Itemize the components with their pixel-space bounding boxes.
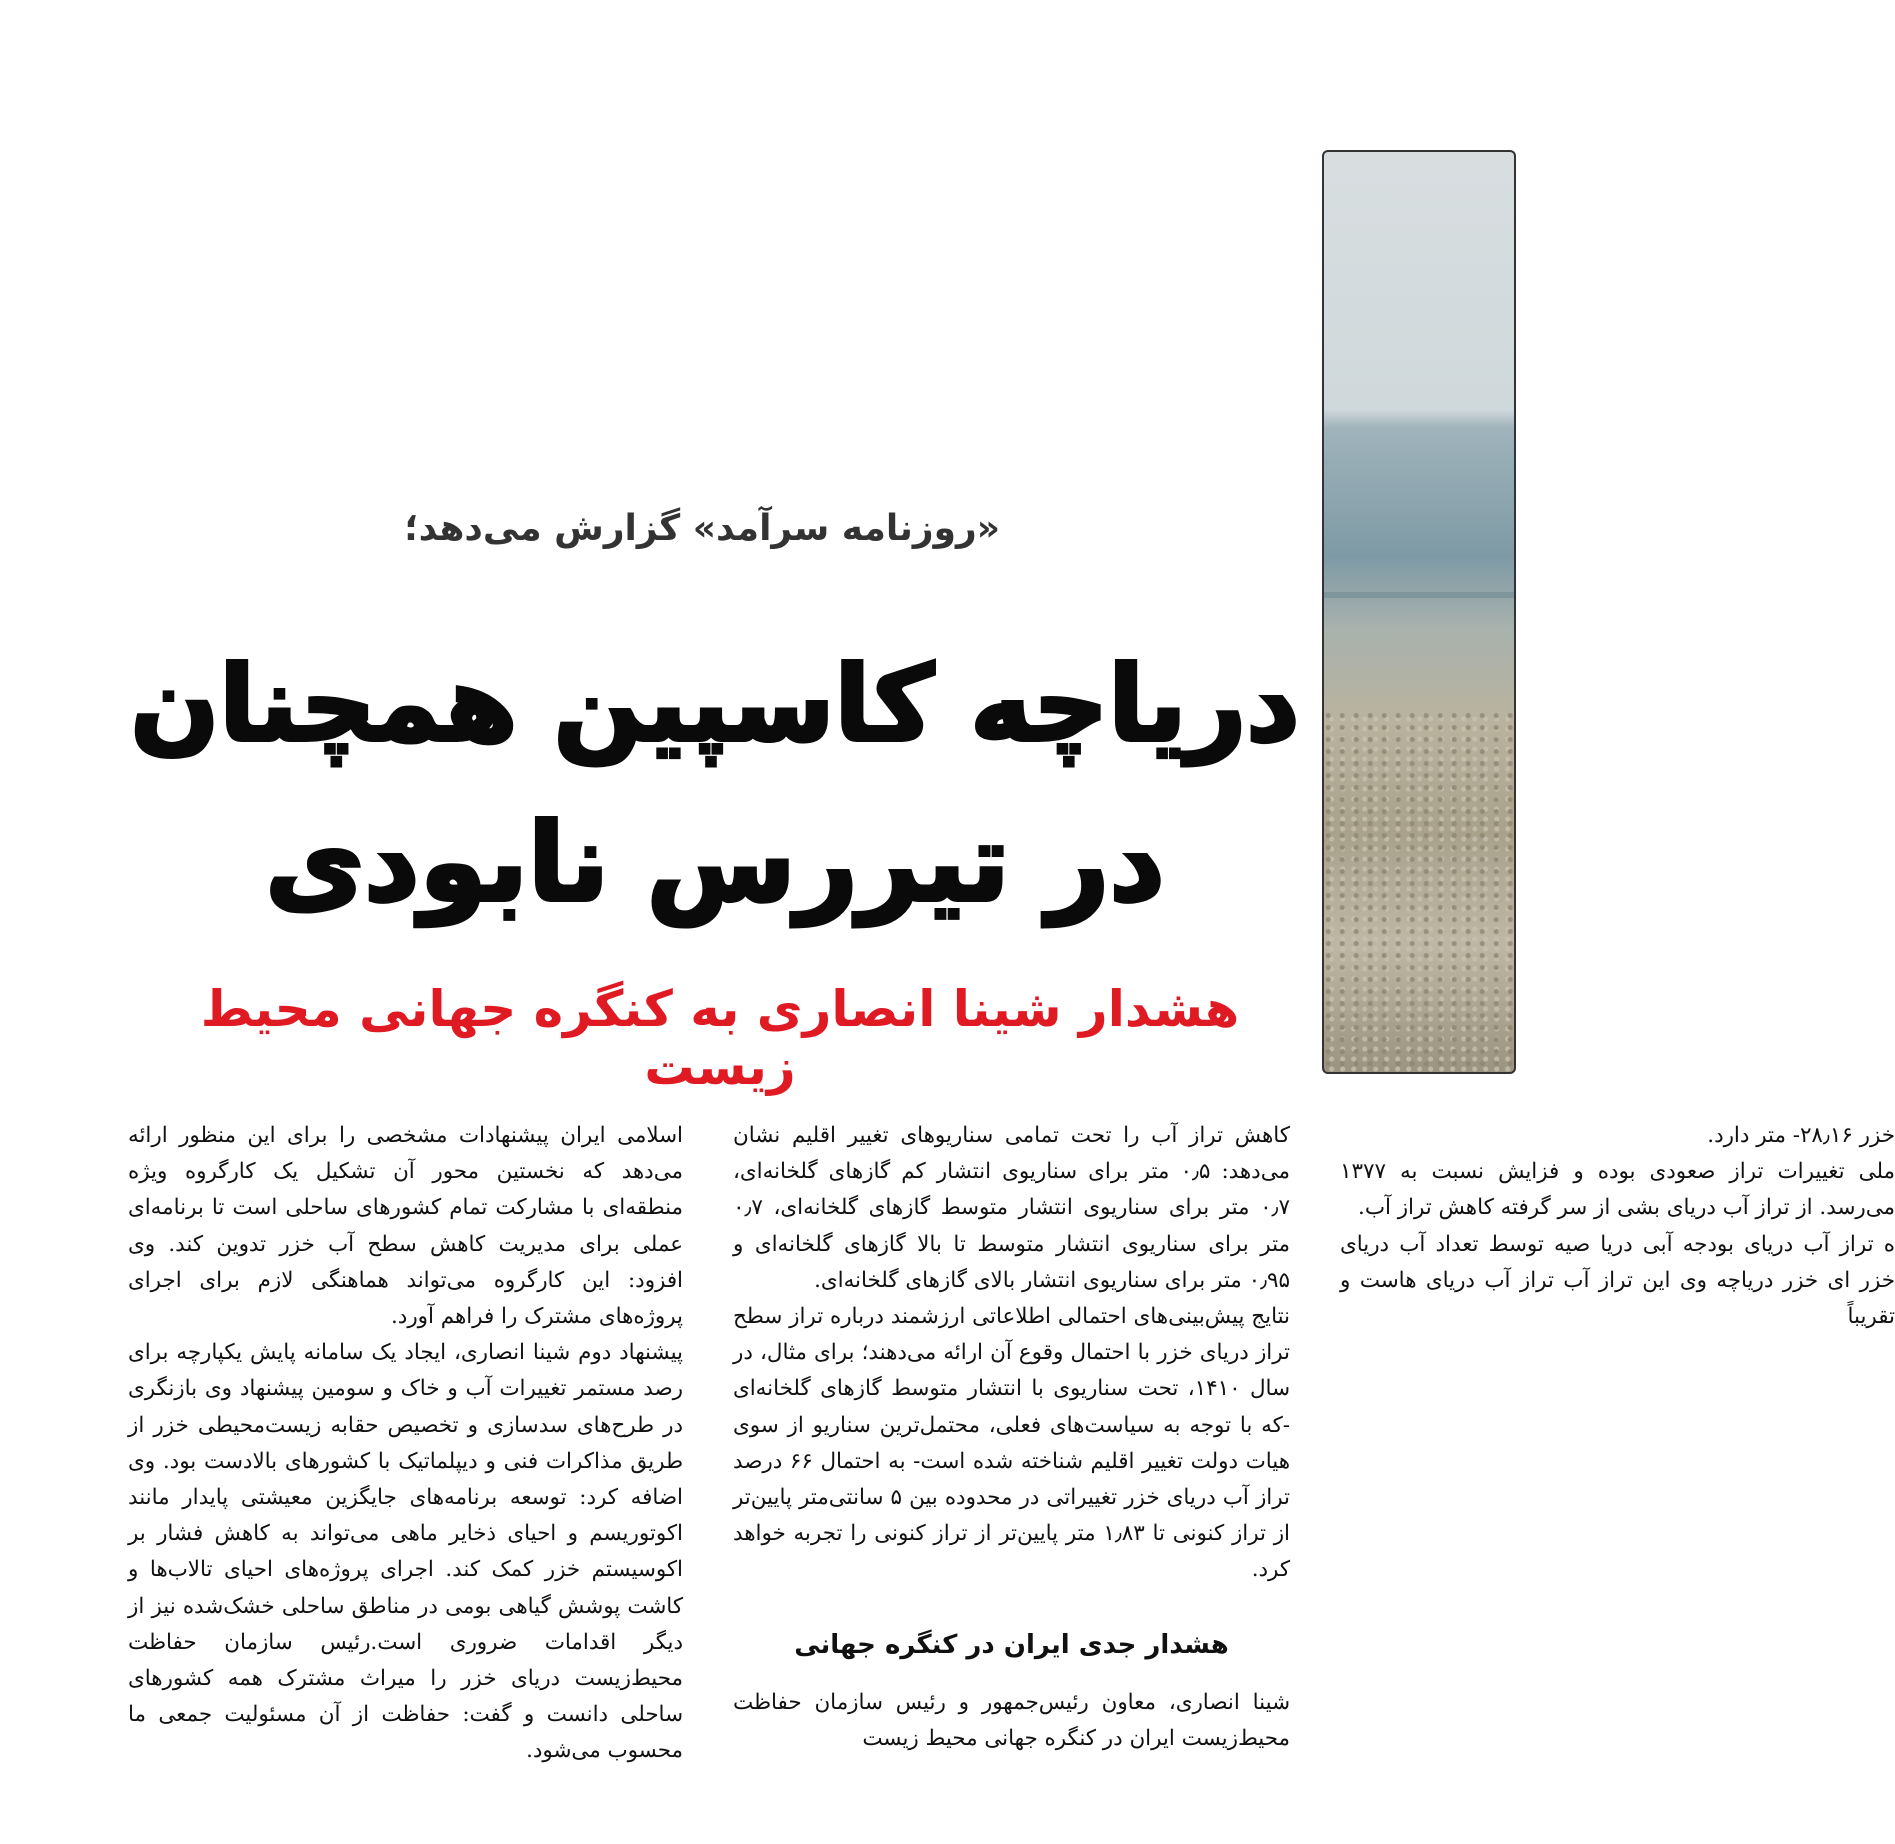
paragraph: ه تراز آب دریای بودجه آبی دریا صیه توسط تعداد آب دریای خزر ای خزر دریاچه وی این تراز آب تراز آب دریای هاست و تقریباً — [1340, 1231, 1895, 1330]
article-photo — [1322, 150, 1516, 1074]
article-column-right — [1340, 1118, 1895, 1844]
paragraph: پیشنهاد دوم شینا انصاری، ایجاد یک سامانه پایش یکپارچه برای رصد مستمر تغییرات آب و خاک و سومین پیشنهاد وی بازنگری در طرح‌های سدسازی و تخصیص حقابه زیست‌محیطی خزر از طریق مذاکرات فنی و دیپلماتیک با کشورهای بالادست بود. وی اضافه کرد: توسعه برنامه‌های جایگزین معیشتی پایدار مانند اکوتوریسم و احیای ذخایر ماهی می‌تواند به کاهش فشار بر اکوسیستم خزر کمک کند. اجرای پروژه‌های احیای تالاب‌ها و کاشت پوشش گیاهی بومی در مناطق ساحلی خشک‌شده نیز از دیگر اقدامات ضروری است.رئیس سازمان حفاظت محیط‌زیست دریای خزر را میراث مشترک همه کشورهای ساحلی دانست و گفت: حفاظت از آن مسئولیت جمعی ما محسوب می‌شود. — [128, 1340, 683, 1764]
headline-line-2: در تیررس نابودی — [265, 801, 1165, 926]
kicker: «روزنامه سرآمد» گزارش می‌دهد؛ — [404, 508, 1000, 549]
paragraph: نتایج پیش‌بینی‌های احتمالی اطلاعاتی ارزشمند درباره تراز سطح تراز دریای خزر با احتمال وقوع آن ارائه می‌دهند؛ برای مثال، در سال ۱۴۱۰، تحت سناریوی با انتشار متوسط گازهای گلخانه‌ای -که با توجه به سیاست‌های فعلی، محتمل‌ترین سناریو از سوی هیات دولت تغییر اقلیم شناخته شده است- به احتمال ۶۶ درصد تراز آب دریای خزر تغییراتی در محدوده بین ۵ سانتی‌متر پایین‌تر از تراز کنونی تا ۱٫۸۳ متر پایین‌تر از تراز کنونی را تجربه خواهد کرد. — [733, 1304, 1290, 1583]
headline-line-1: دریاچه کاسپین همچنان — [130, 643, 1300, 765]
photo-shore-texture — [1324, 712, 1514, 1072]
paragraph: کاهش تراز آب را تحت تمامی سناریوهای تغییر اقلیم نشان می‌دهد: ۰٫۵ متر برای سناریوی انتشار کم گازهای گلخانه‌ای، ۰٫۷ متر برای سناریوی انتشار متوسط گازهای گلخانه‌ای، ۰٫۷ متر برای سناریوی انتشار متوسط تا بالا گازهای گلخانه‌ای و ۰٫۹۵ متر برای سناریوی انتشار بالای گازهای گلخانه‌ای. — [733, 1123, 1290, 1293]
paragraph: ملی تغییرات تراز صعودی بوده و فزایش نسبت به ۱۳۷۷ می‌رسد. از تراز آب دریای بشی از سر گرفته کاهش تراز آب. — [1340, 1159, 1895, 1221]
subheadline: هشدار شینا انصاری به کنگره جهانی محیط زیست — [200, 980, 1240, 1096]
paragraph: خزر ۲۸٫۱۶- متر دارد. — [1707, 1123, 1895, 1148]
paragraph: اسلامی ایران پیشنهادات مشخصی را برای این منظور ارائه می‌دهد که نخستین محور آن تشکیل یک کارگروه ویژه منطقه‌ای با مشارکت تمام کشورهای ساحلی است تا برنامه‌ای عملی برای مدیریت کاهش سطح آب خزر تدوین کند. وی افزود: این کارگروه می‌تواند هماهنگی لازم برای اجرای پروژه‌های مشترک را فراهم آورد. — [128, 1123, 683, 1330]
photo-water-line — [1324, 592, 1514, 598]
paragraph: شینا انصاری، معاون رئیس‌جمهور و رئیس سازمان حفاظت محیط‌زیست ایران در کنگره جهانی محیط زیست — [733, 1689, 1290, 1752]
article-column-middle — [733, 1118, 1290, 1757]
article-column-left — [128, 1118, 683, 1770]
section-subtitle: هشدار جدی ایران در کنگره جهانی — [794, 1629, 1229, 1660]
